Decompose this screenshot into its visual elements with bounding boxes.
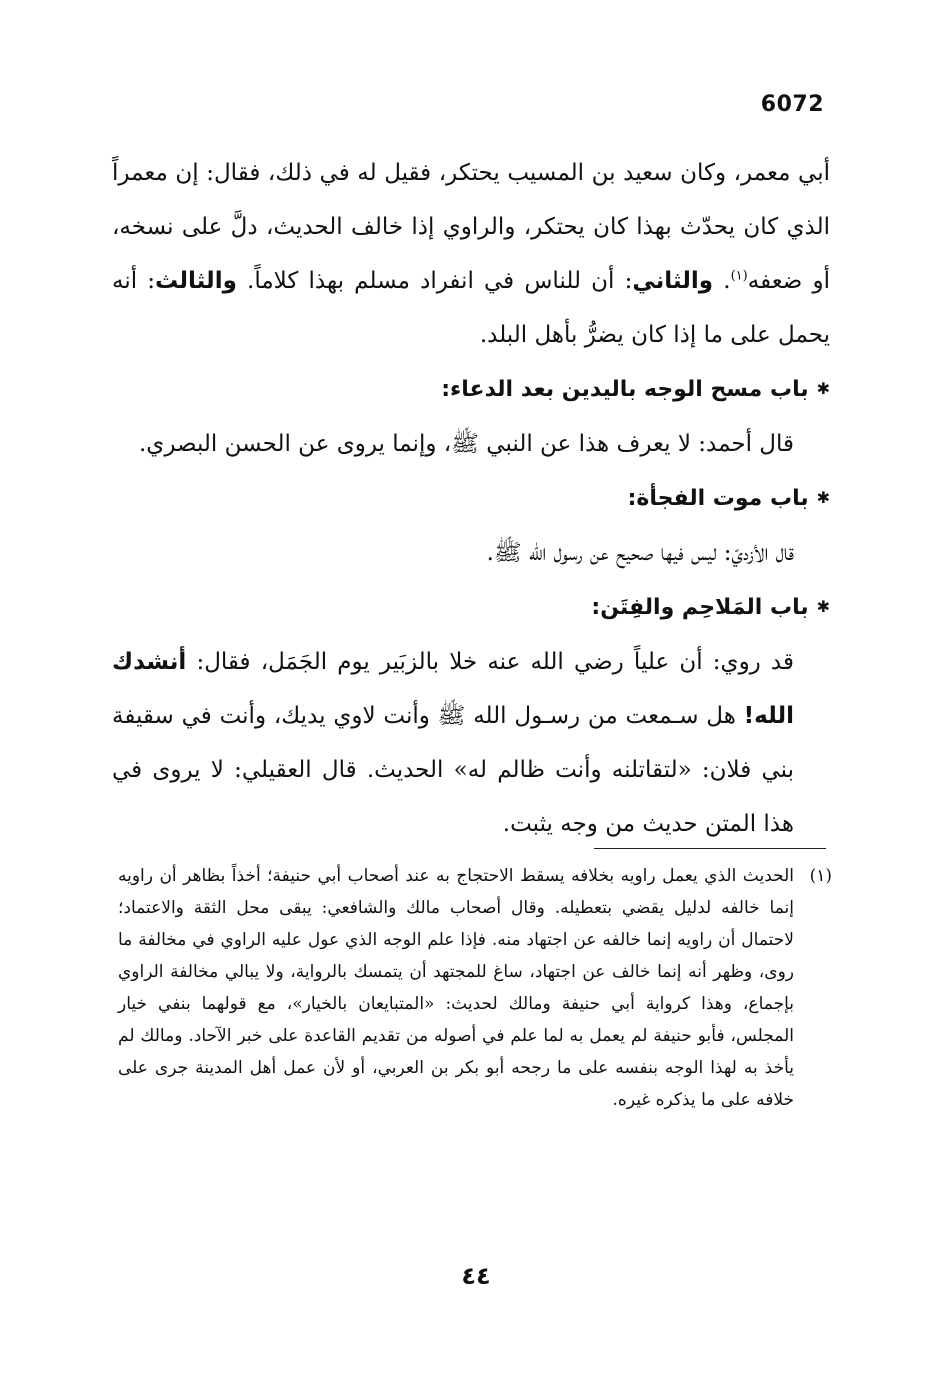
section-heading-wiping-face: [112, 362, 830, 417]
footnote: [118, 860, 832, 1116]
bottom-page-number: ٤٤: [461, 1262, 491, 1290]
second-label: والثاني: [632, 268, 714, 294]
heading-text: باب موت الفجأة:: [627, 486, 809, 511]
paragraph-text: قد روي: أن علياً رضي الله عنه خلا بالزبَير يوم الجَمَل، فقال:: [186, 649, 794, 675]
section-heading-battles: [112, 580, 830, 635]
paragraph-text: هل سـمعت من رسـول الله ﷺ وأنت لاوي يديك، وأنت في سقيفة بني فلان: «لتقاتلنه وأنت ظالم له» الحديث. قال العقيلي: لا يروى في هذا المتن حديث من وجه يثبت.: [112, 703, 794, 837]
bold-phrase: أنشدك الله!: [112, 649, 794, 729]
asterisk-icon: ✱: [816, 488, 830, 507]
third-label: والثالث: [155, 268, 237, 294]
page-number: 6072: [760, 92, 824, 117]
footnote-divider: [594, 848, 826, 849]
footnote-reference: (١): [730, 268, 748, 284]
heading-text: باب المَلاحِم والفِتَن:: [591, 595, 809, 620]
section-text-sudden-death: قال الأزديّ: ليس فيها صحيح عن رسول الله ﷺ.: [486, 540, 794, 566]
asterisk-icon: ✱: [816, 379, 830, 398]
paragraph-text: .: [713, 268, 731, 294]
heading-text: باب مسح الوجه باليدين بعد الدعاء:: [441, 377, 809, 402]
section-text-battles: [112, 635, 830, 851]
section-text-wiping-face: قال أحمد: لا يعرف هذا عن النبي ﷺ، وإنما يروى عن الحسن البصري.: [139, 431, 794, 457]
paragraph-intro: [112, 146, 830, 362]
paragraph-text: : أن للناس في انفراد مسلم بهذا كلاماً.: [236, 268, 633, 294]
footnote-number: (١): [809, 866, 832, 886]
asterisk-icon: ✱: [816, 597, 830, 616]
paragraph-text: أبي معمر، وكان سعيد بن المسيب يحتكر، فقيل له في ذلك، فقال: إن معمراً الذي كان يحدّث بهذا كان يحتكر، والراوي إذا خالف الحديث، دلَّ على نسخه، أو ضعفه: [112, 160, 830, 294]
footnote-text: الحديث الذي يعمل راويه بخلافه يسقط الاحتجاج به عند أصحاب أبي حنيفة؛ أخذاً بظاهر أن راويه إنما خالفه لدليل يقضي بتعطيله. وقال أصحاب مالك والشافعي: يبقى محل الثقة والاعتماد؛ لاحتمال أن راويه إنما خالفه عن اجتهاد منه. فإذا علم الوجه الذي عول عليه الراوي في مخالفة ما روى، وظهر أنه إنما خالف عن اجتهاد، ساغ للمجتهد أن يتمسك بالرواية، ولا يبالي مخالفة الراوي بإجماع، وهذا كرواية أبي حنيفة ومالك لحديث: «المتبايعان بالخيار»، مع قولهما بنفي خيار المجلس، فأبو حنيفة لم يعمل به لما علم في أصوله من تقديم القاعدة على خبر الآحاد. ومالك لم يأخذ به لهذا الوجه بنفسه على ما رجحه أبو بكر بن العربي، أو لأن عمل أهل المدينة جرى على خلافه على ما يذكره غيره.: [118, 866, 794, 1110]
section-heading-sudden-death: [112, 471, 830, 526]
paragraph-text: : أنه يحمل على ما إذا كان يضرُّ بأهل البلد.: [112, 268, 830, 348]
main-text: [112, 146, 830, 851]
